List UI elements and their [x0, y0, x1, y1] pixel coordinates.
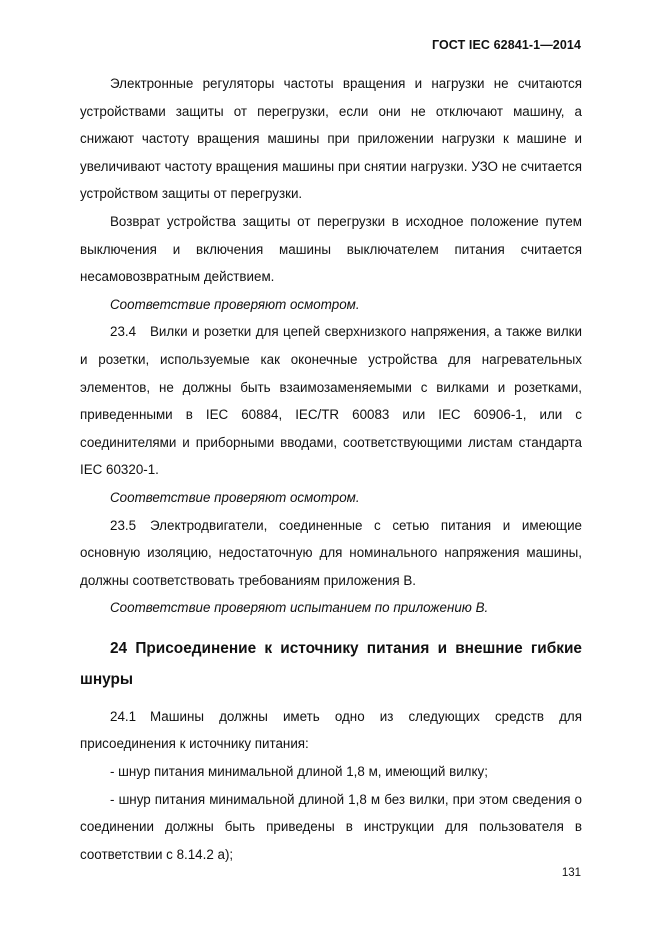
paragraph-electronic-regulators: Электронные регуляторы частоты вращения и нагрузки не считаются устройствами защиты от перегрузки, если они не отключают машину, а снижают частоту вращения машины при приложении нагрузки к машине и увеличивают частоту вращения машины при снятии нагрузки. УЗО не считается устройством защиты от перегрузки.: [80, 76, 582, 202]
clause-text: Вилки и розетки для цепей сверхнизкого напряжения, а также вилки и розетки, используемые как оконечные устройства для нагревательных элементов, не должны быть взаимозаменяемыми с вилками и розетками, приведенными в IEC 60884, IEC/TR 60083 или IEC 60906-1, или с соединителями и приборными вводами, соответствующими листам стандарта IEC 60320-1.: [80, 324, 582, 478]
list-item-cord-with-plug: - шнур питания минимальной длиной 1,8 м, имеющий вилку;: [110, 764, 488, 780]
document-body: [80, 70, 582, 868]
clause-number: 23.5: [110, 517, 137, 533]
document-header: ГОСТ IEC 62841-1—2014: [431, 38, 581, 52]
clause-text: Машины должны иметь одно из следующих средств для присоединения к источнику питания:: [80, 708, 582, 752]
paragraph-reset-protection: Возврат устройства защиты от перегрузки в исходное положение путем выключения и включения машины выключателем питания считается несамовозвратным действием.: [80, 213, 582, 285]
compliance-note: Соответствие проверяют испытанием по приложению В.: [110, 600, 489, 616]
compliance-note: Соответствие проверяют осмотром.: [110, 489, 360, 505]
clause-number: 23.4: [110, 324, 137, 340]
clause-number: 24.1: [110, 708, 137, 724]
list-item-cord-without-plug: - шнур питания минимальной длиной 1,8 м без вилки, при этом сведения о соединении должны быть приведены в инструкции для пользователя в соответствии с 8.14.2 а);: [80, 791, 582, 862]
clause-23-4: [80, 318, 582, 484]
clause-24-1: [80, 703, 582, 758]
page-number: 131: [561, 867, 581, 879]
compliance-note: Соответствие проверяют осмотром.: [110, 296, 360, 312]
clause-text: Электродвигатели, соединенные с сетью питания и имеющие основную изоляцию, недостаточную для номинального напряжения машины, должны соответствовать требованиям приложения В.: [80, 517, 582, 588]
clause-23-5: [80, 512, 582, 595]
section-heading-24: 24 Присоединение к источнику питания и внешние гибкие шнуры: [80, 639, 582, 688]
